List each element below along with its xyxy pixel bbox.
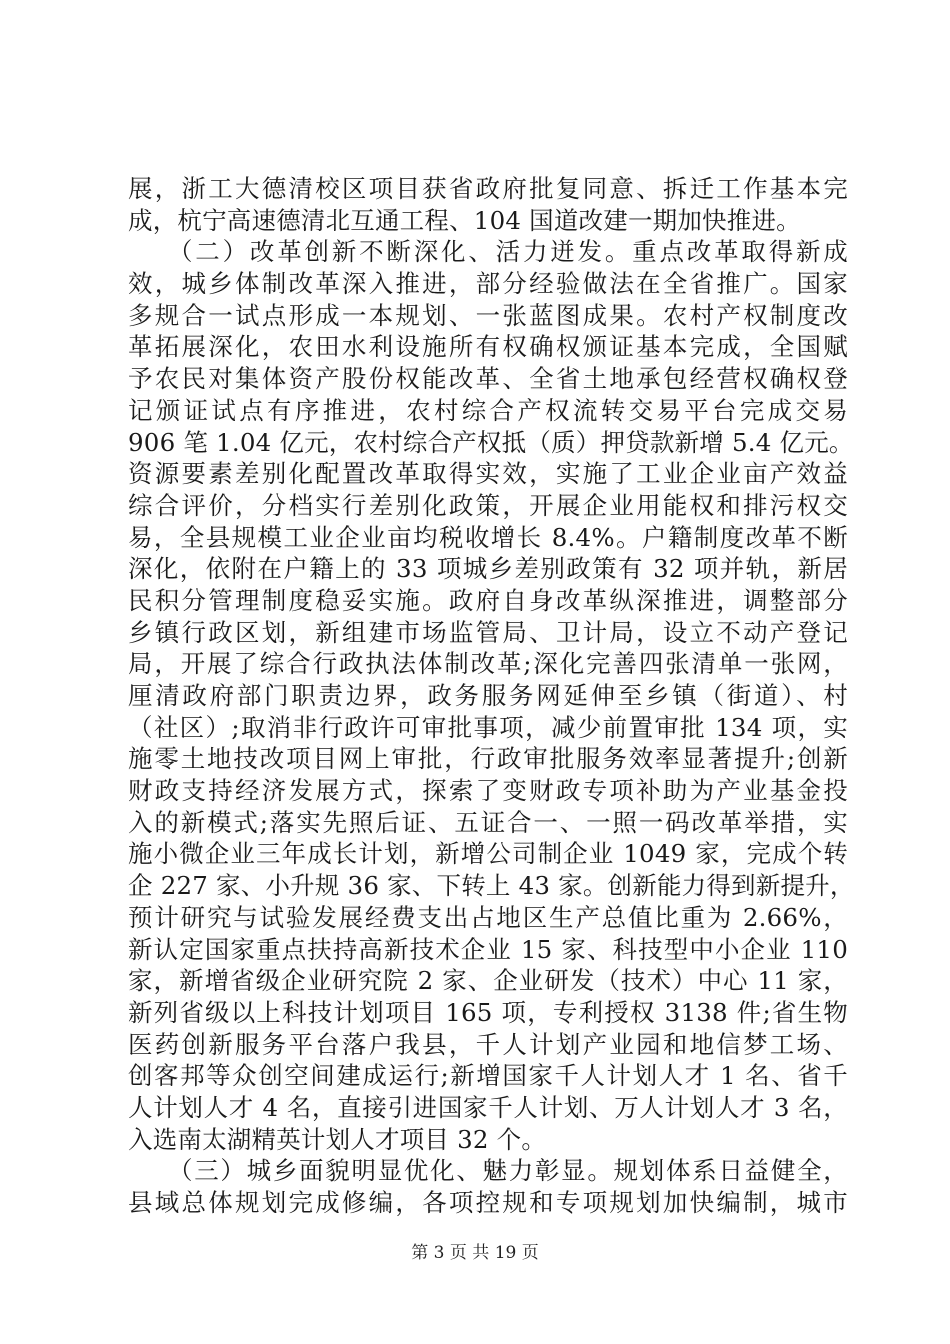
- text-line: 局，开展了综合行政执法体制改革;深化完善四张清单一张网，: [128, 649, 848, 679]
- text-line: 易，全县规模工业企业亩均税收增长 8.4%。户籍制度改革不断: [128, 522, 848, 552]
- text-line: 创客邦等众创空间建成运行;新增国家千人计划人才 1 名、省千: [128, 1061, 848, 1091]
- text-line: 县域总体规划完成修编，各项控规和专项规划加快编制，城市: [128, 1188, 848, 1217]
- text-line: （三）城乡面貌明显优化、魅力彰显。规划体系日益健全，: [168, 1156, 848, 1186]
- text-line: 记颁证试点有序推进，农村综合产权流转交易平台完成交易: [128, 395, 848, 425]
- text-line: 906 笔 1.04 亿元，农村综合产权抵（质）押贷款新增 5.4 亿元。: [128, 427, 854, 457]
- text-line: 厘清政府部门职责边界，政务服务网延伸至乡镇（街道）、村: [128, 681, 848, 710]
- text-line: 新列省级以上科技计划项目 165 项，专利授权 3138 件;省生物: [128, 997, 848, 1027]
- text-line: 施小微企业三年成长计划，新增公司制企业 1049 家，完成个转: [128, 839, 848, 869]
- text-line: 人计划人才 4 名，直接引进国家千人计划、万人计划人才 3 名，: [128, 1092, 848, 1122]
- text-line: 效，城乡体制改革深入推进，部分经验做法在全省推广。国家: [128, 269, 848, 299]
- text-line: 民积分管理制度稳妥实施。政府自身改革纵深推进，调整部分: [128, 585, 848, 615]
- text-line: 展，浙工大德清校区项目获省政府批复同意、拆迁工作基本完: [128, 174, 848, 203]
- text-line: 企 227 家、小升规 36 家、下转上 43 家。创新能力得到新提升，: [128, 871, 855, 901]
- text-line: 财政支持经济发展方式，探索了变财政专项补助为产业基金投: [128, 776, 848, 806]
- page-footer: 第 3 页 共 19 页: [411, 1243, 539, 1263]
- text-line: 乡镇行政区划，新组建市场监管局、卫计局，设立不动产登记: [128, 617, 848, 647]
- text-line: 多规合一试点形成一本规划、一张蓝图成果。农村产权制度改: [128, 300, 848, 330]
- text-line: 予农民对集体资产股份权能改革、全省土地承包经营权确权登: [128, 364, 848, 394]
- text-line: 资源要素差别化配置改革取得实效，实施了工业企业亩产效益: [128, 459, 848, 489]
- text-line: 医药创新服务平台落户我县，千人计划产业园和地信梦工场、: [128, 1029, 848, 1059]
- text-line: 新认定国家重点扶持高新技术企业 15 家、科技型中小企业 110: [128, 934, 848, 964]
- body-text: [128, 173, 855, 1219]
- text-line: 成，杭宁高速德清北互通工程、104 国道改建一期加快推进。: [128, 205, 801, 235]
- text-line: 革拓展深化，农田水利设施所有权确权颁证基本完成，全国赋: [128, 332, 848, 362]
- text-line: （社区）;取消非行政许可审批事项，减少前置审批 134 项，实: [128, 712, 848, 742]
- text-line: 家，新增省级企业研究院 2 家、企业研发（技术）中心 11 家，: [128, 966, 848, 996]
- text-line: 深化，依附在户籍上的 33 项城乡差别政策有 32 项并轨，新居: [128, 554, 848, 584]
- text-line: 预计研究与试验发展经费支出占地区生产总值比重为 2.66%，: [128, 902, 848, 932]
- text-line: 入选南太湖精英计划人才项目 32 个。: [128, 1124, 547, 1154]
- text-line: 入的新模式;落实先照后证、五证合一、一照一码改革举措，实: [128, 807, 848, 837]
- text-line: （二）改革创新不断深化、活力迸发。重点改革取得新成: [168, 237, 848, 267]
- text-line: 综合评价，分档实行差别化政策，开展企业用能权和排污权交: [128, 490, 848, 520]
- text-line: 施零土地技改项目网上审批，行政审批服务效率显著提升;创新: [128, 744, 848, 774]
